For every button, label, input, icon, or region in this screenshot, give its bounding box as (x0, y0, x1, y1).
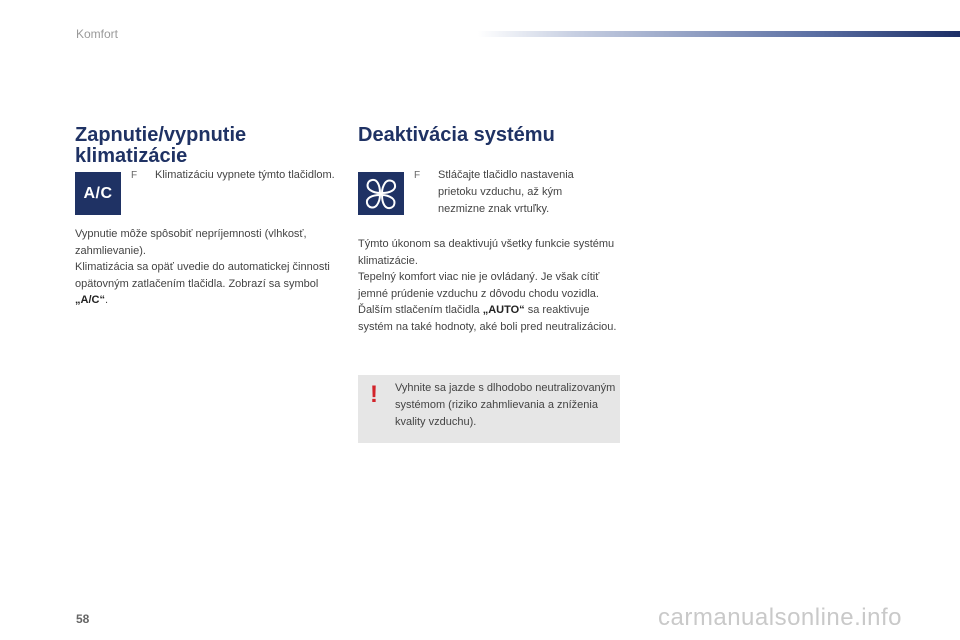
paragraph-text: Týmto úkonom sa deaktivujú všetky funkcie systému klimatizácie. (358, 238, 615, 267)
fan-glyph (363, 176, 399, 212)
text-span: Klimatizácia sa opäť uvedie do automatickej činnosti opätovným zatlačením tlačidla. Zobrazí sa symbol (75, 261, 330, 290)
bullet-arrow-icon: F (131, 170, 138, 181)
bullet-item-fan (414, 167, 614, 219)
ac-button-icon (75, 172, 121, 215)
heading-deactivation: Deaktivácia systému (358, 124, 555, 146)
section-title: Komfort (76, 27, 119, 41)
paragraph-text (358, 302, 626, 335)
bullet-arrow-icon: F (414, 170, 421, 181)
warning-box (358, 375, 620, 443)
bullet-item-ac (131, 167, 335, 203)
fan-icon (358, 172, 404, 215)
paragraph-deactivation-info (358, 236, 626, 335)
text-span: sa reaktivuje systém na také hodnoty, aké boli pred neutralizáciou. (358, 304, 617, 333)
warning-icon: ! (370, 381, 378, 408)
text-span: . (104, 294, 109, 306)
strong-button-name: „AUTO“ (482, 304, 525, 316)
header-bar (478, 31, 960, 37)
text-span: Ďalším stlačením tlačidla (358, 304, 483, 316)
page-number: 58 (76, 612, 90, 626)
heading-ac-toggle-text: Zapnutie/vypnutie klimatizácie (75, 124, 247, 167)
strong-symbol: „A/C“ (75, 294, 105, 306)
warning-text: Vyhnite sa jazde s dlhodobo neutralizovaným systémom (riziko zahmlievania a zníženia kvality vzduchu). (395, 382, 616, 428)
paragraph-ac-info (75, 226, 343, 309)
paragraph-text (75, 259, 343, 309)
watermark: carmanualsonline.info (658, 604, 902, 631)
ac-icon-label: A/C (83, 184, 113, 202)
bullet-text: Stláčajte tlačidlo nastavenia prietoku vzduchu, až kým nezmizne znak vrtuľky. (438, 169, 574, 215)
bullet-text: Klimatizáciu vypnete týmto tlačidlom. (155, 169, 335, 181)
paragraph-text: Tepelný komfort viac nie je ovládaný. Je však cítiť jemné prúdenie vzduchu z dôvodu chodu vozidla. (358, 271, 600, 300)
paragraph-text: Vypnutie môže spôsobiť nepríjemnosti (vlhkosť, zahmlievanie). (75, 228, 307, 257)
heading-ac-toggle (75, 125, 246, 167)
